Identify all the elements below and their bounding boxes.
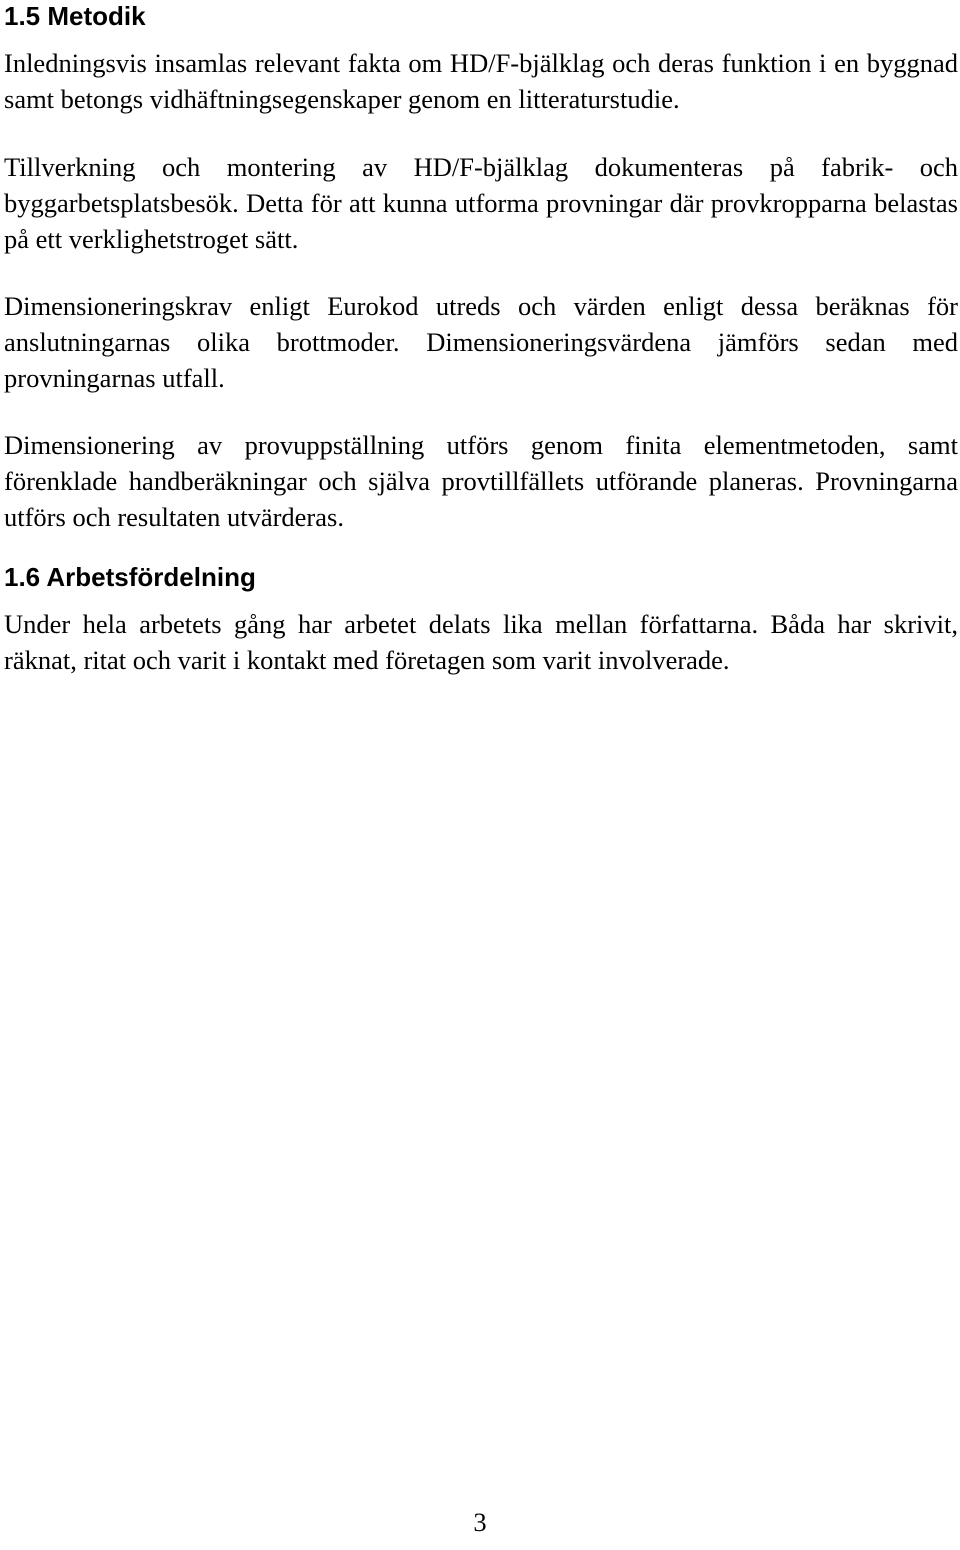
- paragraph-arbetsfordelning: Under hela arbetets gång har arbetet delats lika mellan författarna. Båda har skrivit, räknat, ritat och varit i kontakt med företagen som varit involverade.: [4, 609, 958, 675]
- paragraph-litteraturstudie: Inledningsvis insamlas relevant fakta om HD/F-bjälklag och deras funktion i en byggnad samt betongs vidhäftningsegenskaper genom en litteraturstudie.: [4, 48, 958, 114]
- section-heading-arbetsfordelning: 1.6 Arbetsfördelning: [4, 562, 256, 592]
- paragraph-dimensioneringskrav: Dimensioneringskrav enligt Eurokod utreds och värden enligt dessa beräknas för anslutningarnas olika brottmoder. Dimensioneringsvärdena jämförs sedan med provningarnas utfall.: [4, 291, 958, 393]
- section-heading-metodik: 1.5 Metodik: [4, 1, 146, 31]
- page-number: 3: [473, 1507, 487, 1537]
- paragraph-tillverkning: Tillverkning och montering av HD/F-bjälklag dokumenteras på fabrik- och byggarbetsplatsbesök. Detta för att kunna utforma provningar där provkropparna belastas på ett verklighetstroget sätt.: [4, 152, 958, 254]
- paragraph-provuppstallning: Dimensionering av provuppställning utförs genom finita elementmetoden, samt förenklade handberäkningar och själva provtillfällets utförande planeras. Provningarna utförs och resultaten utvärderas.: [4, 430, 958, 532]
